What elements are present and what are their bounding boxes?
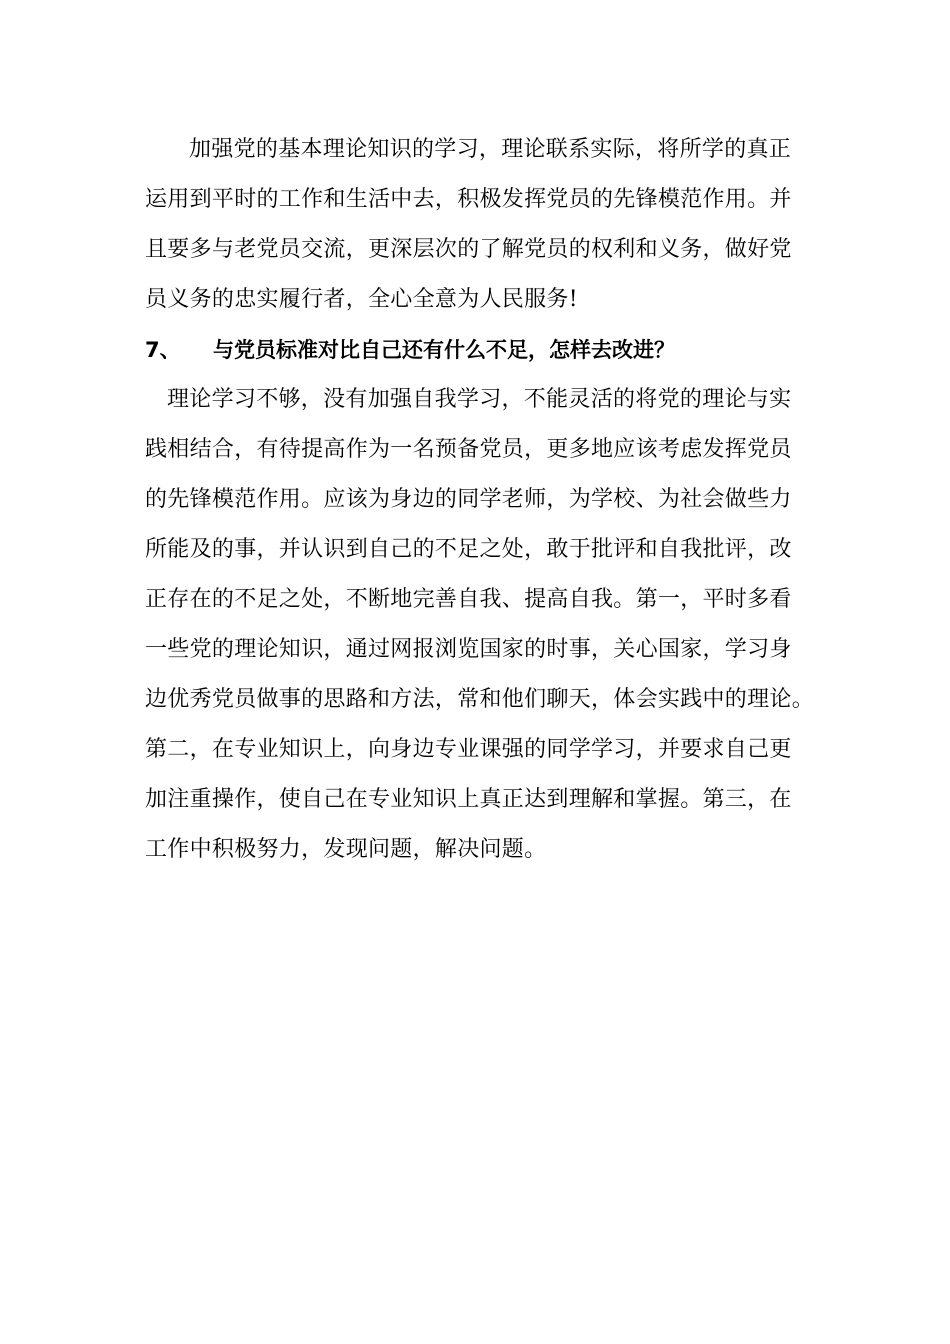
paragraph-line: 且要多与老党员交流，更深层次的了解党员的权利和义务，做好党 [145, 237, 792, 262]
question-number: 7、 [145, 338, 181, 362]
paragraph-line: 工作中积极努力，发现问题，解决问题。 [145, 837, 547, 862]
paragraph-line: 边优秀党员做事的思路和方法，常和他们聊天，体会实践中的理论。 [145, 687, 815, 712]
paragraph-line: 一些党的理论知识，通过网报浏览国家的时事，关心国家，学习身 [145, 637, 792, 662]
paragraph-line: 践相结合，有待提高作为一名预备党员，更多地应该考虑发挥党员 [145, 437, 792, 462]
paragraph-line: 加强党的基本理论知识的学习，理论联系实际，将所学的真正 [189, 137, 792, 162]
paragraph-line: 的先锋模范作用。应该为身边的同学老师，为学校、为社会做些力 [145, 487, 792, 512]
paragraph-line: 员义务的忠实履行者，全心全意为人民服务! [145, 287, 578, 312]
paragraph-line: 第二，在专业知识上，向身边专业课强的同学学习，并要求自己更 [145, 737, 792, 762]
question-text: 与党员标准对比自己还有什么不足，怎样去改进？ [213, 338, 675, 362]
paragraph-line: 所能及的事，并认识到自己的不足之处，敢于批评和自我批评，改 [145, 537, 792, 562]
question-7-heading [145, 337, 675, 363]
paragraph-line: 正存在的不足之处，不断地完善自我、提高自我。第一，平时多看 [145, 587, 792, 612]
paragraph-line: 运用到平时的工作和生活中去，积极发挥党员的先锋模范作用。并 [145, 187, 792, 212]
paragraph-line: 加注重操作，使自己在专业知识上真正达到理解和掌握。第三，在 [145, 787, 792, 812]
paragraph-line: 理论学习不够，没有加强自我学习，不能灵活的将党的理论与实 [167, 387, 792, 412]
